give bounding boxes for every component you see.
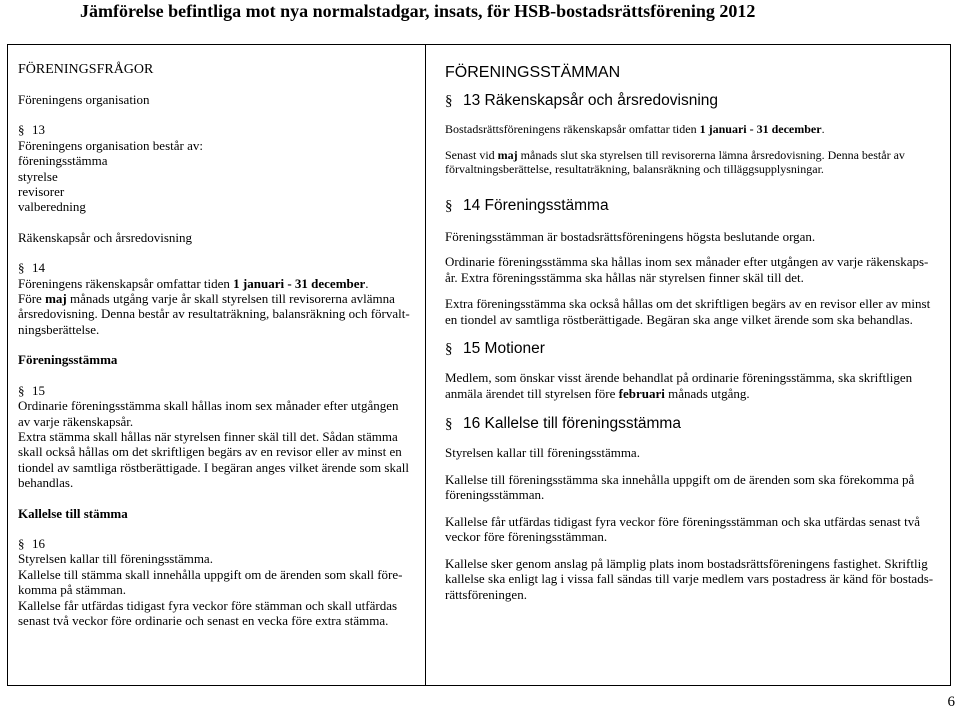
notice-heading: Kallelse till stämma bbox=[18, 505, 128, 521]
s13-line: valberedning bbox=[18, 199, 86, 215]
s14-line: Före maj månads utgång varje år skall styrelsen till revisorerna avlämna bbox=[18, 291, 395, 307]
s13-paragraph: Senast vid maj månads slut ska styrelsen till revisorerna lämna årsredovisning. Denna består av förvaltningsberättelse, resultaträkning, balansräkning och tilläggsupplysningar. bbox=[445, 147, 905, 176]
section-13-number: § 13 bbox=[18, 122, 45, 138]
s14-paragraph: Föreningsstämman är bostadsrättsföreningens högsta beslutande organ. bbox=[445, 228, 816, 244]
s14-paragraph: Extra föreningsstämma ska också hållas om det skriftligen begärs av en revisor eller av minst en tiondel av samtliga röstberättigade. Begäran ska ange vilket ärende som ska behandlas. bbox=[445, 296, 931, 327]
s16-paragraph: rättsföreningen. bbox=[445, 586, 527, 602]
s16-paragraph: Kallelse sker genom anslag på lämplig plats inom bostadsrättsföreningens fastighet. Skriftlig kallelse ska enligt lag i vissa fall sändas till varje medlem vars postadress är känd för bostads- bbox=[445, 555, 934, 586]
s14-paragraph: år. Extra föreningsstämma ska hållas när styrelsen finner skäl till det. bbox=[445, 269, 804, 285]
section-icon: § bbox=[445, 197, 453, 214]
s13-line: revisorer bbox=[18, 184, 65, 200]
left-column bbox=[18, 62, 418, 628]
s14-line: Föreningens räkenskapsår omfattar tiden 1 januari - 31 december. bbox=[18, 275, 369, 291]
s14-paragraph: Ordinarie föreningsstämma ska hållas inom sex månader efter utgången av varje räkenskaps- bbox=[445, 254, 929, 269]
s16-paragraph: Kallelse till föreningsstämma ska innehålla uppgift om de ärenden som ska förekomma på föreningsstämman. bbox=[445, 471, 915, 502]
section-16-heading: § 16 Kallelse till föreningsstämma bbox=[445, 415, 681, 432]
s15-line: Ordinarie föreningsstämma skall hållas inom sex månader efter utgången bbox=[18, 398, 399, 414]
column-divider bbox=[425, 44, 426, 686]
s15-line: av varje räkenskapsår. bbox=[18, 413, 134, 429]
s15-line: behandlas. bbox=[18, 475, 74, 491]
s16-line: senast två veckor före ordinarie och senast en vecka före extra stämma. bbox=[18, 612, 389, 628]
s14-line: årsredovisning. Denna består av resultaträkning, balansräkning och förvalt- bbox=[18, 306, 410, 322]
section-icon: § bbox=[18, 122, 25, 138]
section-15-heading: § 15 Motioner bbox=[445, 340, 545, 357]
s13-paragraph: Bostadsrättsföreningens räkenskapsår omfattar tiden 1 januari - 31 december. bbox=[445, 122, 825, 136]
section-icon: § bbox=[18, 260, 25, 276]
s15-line: tiondel av samtliga röstberättigade. I begäran anges vilket ärende som skall bbox=[18, 459, 409, 475]
section-15-number: § 15 bbox=[18, 382, 45, 398]
page-number: 6 bbox=[947, 694, 955, 710]
s16-paragraph: Styrelsen kallar till föreningsstämma. bbox=[445, 445, 640, 460]
section-13-heading: § 13 Räkenskapsår och årsredovisning bbox=[445, 92, 719, 109]
s14-line: ningsberättelse. bbox=[18, 321, 100, 337]
document-title: Jämförelse befintliga mot nya normalstadgar, insats, för HSB-bostadsrättsförening 2012 bbox=[80, 1, 756, 21]
section-icon: § bbox=[445, 93, 453, 109]
section-16-number: § 16 bbox=[18, 535, 45, 551]
org-heading: Föreningens organisation bbox=[18, 92, 150, 107]
s15-line: skall också hållas om det skriftligen begärs av en revisor eller av minst en bbox=[18, 444, 402, 460]
section-icon: § bbox=[18, 535, 25, 551]
meeting-heading: Föreningsstämma bbox=[18, 352, 118, 368]
s15-paragraph: Medlem, som önskar visst ärende behandlat på ordinarie föreningsstämma, ska skriftligen anmäla ärendet till styrelsen före februari månads utgång. bbox=[445, 370, 913, 401]
right-heading: FÖRENINGSSTÄMMAN bbox=[445, 64, 621, 81]
s13-line: föreningsstämma bbox=[18, 153, 108, 169]
s16-line: Styrelsen kallar till föreningsstämma. bbox=[18, 551, 213, 567]
s15-line: Extra stämma skall hållas när styrelsen finner skäl till det. Sådan stämma bbox=[18, 428, 398, 444]
s13-line: styrelse bbox=[18, 168, 58, 184]
fiscal-year-heading: Räkenskapsår och årsredovisning bbox=[18, 229, 193, 245]
left-heading: FÖRENINGSFRÅGOR bbox=[18, 62, 154, 77]
right-column bbox=[445, 64, 935, 602]
section-icon: § bbox=[445, 416, 453, 432]
section-icon: § bbox=[18, 382, 25, 398]
section-14-heading: § 14 Föreningsstämma bbox=[445, 196, 609, 214]
s13-line: Föreningens organisation består av: bbox=[18, 137, 203, 153]
s16-line: komma på stämman. bbox=[18, 582, 126, 598]
section-14-number: § 14 bbox=[18, 260, 45, 276]
s16-line: Kallelse får utfärdas tidigast fyra veckor före stämman och skall utfärdas bbox=[18, 597, 398, 613]
s16-paragraph: Kallelse får utfärdas tidigast fyra veckor före föreningsstämman och ska utfärdas senast två veckor före föreningsstämman. bbox=[445, 513, 921, 544]
s16-line: Kallelse till stämma skall innehålla uppgift om de ärenden som skall före- bbox=[18, 566, 403, 582]
section-icon: § bbox=[445, 341, 453, 357]
